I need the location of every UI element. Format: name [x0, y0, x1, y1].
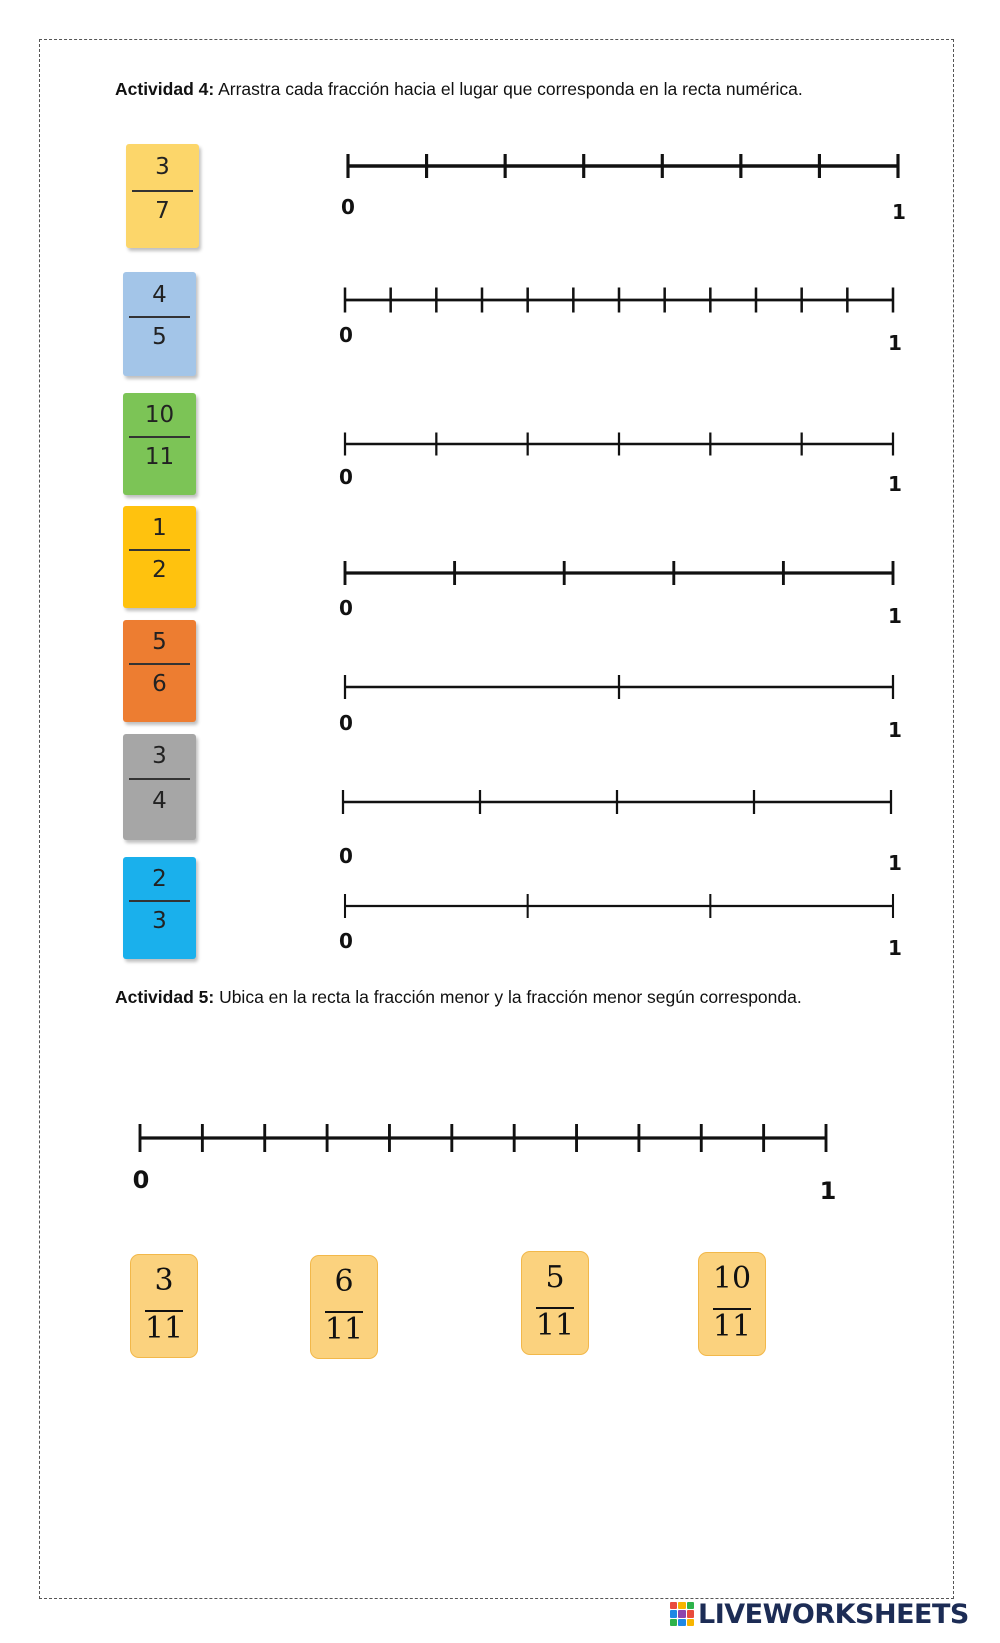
number-line-thirds — [339, 894, 902, 960]
tile-denominator: 11 — [144, 444, 175, 470]
tile-numerator: 10 — [144, 402, 175, 428]
tile-denominator: 2 — [152, 557, 167, 583]
tile-denominator: 7 — [155, 198, 170, 224]
number-line-sevenths — [341, 154, 906, 224]
tile-denominator: 6 — [152, 671, 167, 697]
tile-denominator: 11 — [324, 1312, 364, 1347]
number-line-one-label: 1 — [888, 472, 902, 496]
number-line-zero-label: 0 — [339, 844, 353, 868]
tile-numerator: 3 — [155, 154, 170, 180]
tile-numerator: 6 — [334, 1264, 354, 1299]
fraction-tile-5-11[interactable] — [521, 1251, 589, 1355]
tile-numerator: 4 — [152, 282, 167, 308]
liveworksheets-logo — [670, 1594, 969, 1634]
fraction-tile-3-11[interactable] — [130, 1254, 198, 1358]
number-line-halves — [339, 675, 902, 742]
number-line-zero-label: 0 — [339, 323, 353, 347]
number-line-one-label: 1 — [819, 1177, 837, 1205]
number-line-twelfths — [339, 288, 902, 356]
number-line-zero-label: 0 — [339, 465, 353, 489]
tile-denominator: 11 — [144, 1311, 184, 1346]
number-line-one-label: 1 — [888, 851, 902, 875]
number-line-fifths — [339, 561, 902, 628]
number-line-one-label: 1 — [888, 604, 902, 628]
tile-numerator: 5 — [545, 1260, 565, 1295]
number-line-fourths — [339, 790, 902, 875]
tile-numerator: 3 — [152, 743, 167, 769]
number-line-one-label: 1 — [888, 718, 902, 742]
number-line-elevenths — [133, 1124, 837, 1205]
tile-denominator: 5 — [152, 324, 167, 350]
number-line-one-label: 1 — [888, 331, 902, 355]
fraction-tile-10-11[interactable] — [698, 1252, 766, 1356]
tile-denominator: 11 — [712, 1309, 752, 1344]
activity-5-text: Ubica en la recta la fracción menor y la fracción menor según corresponda. — [214, 987, 802, 1007]
tile-numerator: 1 — [152, 515, 167, 541]
fraction-tile-6-11[interactable] — [310, 1255, 378, 1359]
tile-denominator: 3 — [152, 908, 167, 934]
activity-5-number-line-svg — [0, 1080, 1000, 1210]
number-line-zero-label: 0 — [339, 711, 353, 735]
activity-5-label: Actividad 5: — [115, 987, 215, 1007]
tile-denominator: 4 — [152, 788, 167, 814]
tile-numerator: 3 — [154, 1263, 174, 1298]
number-line-one-label: 1 — [892, 200, 906, 224]
tile-numerator: 10 — [712, 1261, 752, 1296]
brand-name: LIVEWORKSHEETS — [698, 1598, 969, 1630]
number-line-zero-label: 0 — [339, 596, 353, 620]
activity-4-label: Actividad 4: — [115, 79, 215, 99]
liveworksheets-logo-icon — [670, 1602, 694, 1626]
tile-numerator: 5 — [152, 629, 167, 655]
number-line-one-label: 1 — [888, 936, 902, 960]
number-line-zero-label: 0 — [132, 1166, 150, 1194]
activity-4-text: Arrastra cada fracción hacia el lugar que corresponda en la recta numérica. — [214, 79, 803, 99]
tile-denominator: 11 — [535, 1308, 575, 1343]
number-line-zero-label: 0 — [341, 195, 355, 219]
number-line-sixths — [339, 433, 902, 497]
tile-numerator: 2 — [152, 866, 167, 892]
number-line-zero-label: 0 — [339, 929, 353, 953]
activity-5-instruction — [115, 986, 815, 1009]
